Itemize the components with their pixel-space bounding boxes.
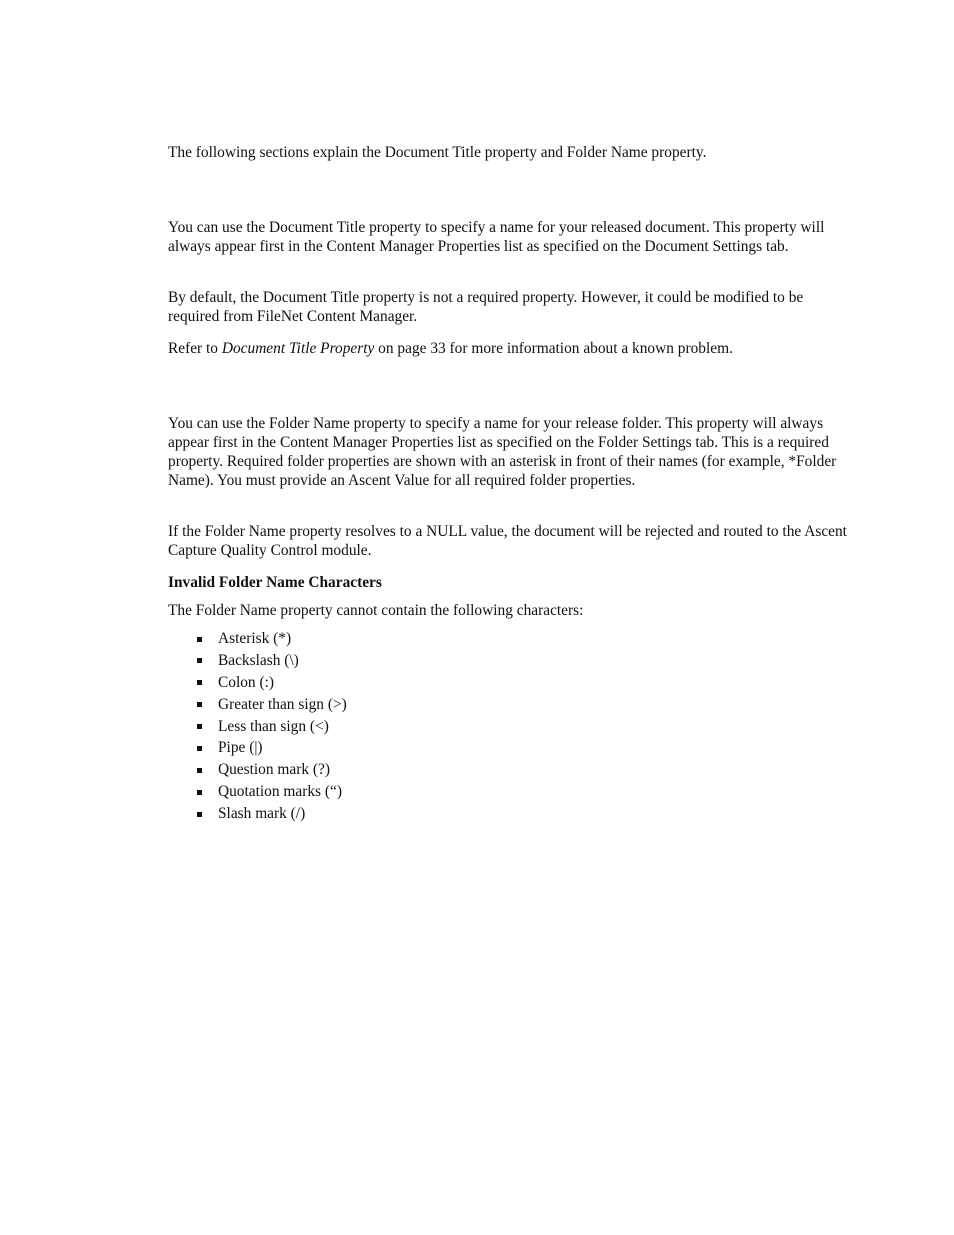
square-bullet-icon [197, 724, 202, 729]
invalid-characters-intro: The Folder Name property cannot contain the following characters: [168, 602, 584, 619]
list-item: Colon (:) [168, 672, 568, 694]
list-item: Slash mark (/) [168, 803, 568, 825]
reference-suffix: on page 33 for more information about a known problem. [374, 340, 733, 357]
list-item: Greater than sign (>) [168, 694, 568, 716]
square-bullet-icon [197, 637, 202, 642]
square-bullet-icon [197, 768, 202, 773]
square-bullet-icon [197, 746, 202, 751]
folder-name-paragraph-1: You can use the Folder Name property to specify a name for your release folder. This property will always appear first in the Content Manager Properties list as specified on the Folder Settings tab. This is a required property. Required folder properties are shown with an asterisk in front of their names (for example, *Folder Name). You must provide an Ascent Value for all required folder properties. [168, 415, 837, 489]
list-item: Pipe (|) [168, 737, 568, 759]
square-bullet-icon [197, 790, 202, 795]
list-item: Asterisk (*) [168, 628, 568, 650]
square-bullet-icon [197, 680, 202, 685]
list-item: Less than sign (<) [168, 716, 568, 738]
invalid-characters-list [168, 628, 568, 825]
intro-paragraph: The following sections explain the Document Title property and Folder Name property. [168, 144, 707, 161]
invalid-characters-subheading: Invalid Folder Name Characters [168, 574, 382, 591]
document-title-paragraph-2: By default, the Document Title property is not a required property. However, it could be modified to be required from FileNet Content Manager. [168, 289, 804, 325]
document-title-paragraph-1: You can use the Document Title property to specify a name for your released document. This property will always appear first in the Content Manager Properties list as specified on the Document Settings tab. [168, 219, 825, 255]
list-item: Question mark (?) [168, 759, 568, 781]
list-item: Backslash (\) [168, 650, 568, 672]
reference-prefix: Refer to [168, 340, 222, 357]
square-bullet-icon [197, 658, 202, 663]
list-item: Quotation marks (“) [168, 781, 568, 803]
cross-reference-link[interactable]: Document Title Property [221, 340, 375, 357]
folder-name-paragraph-2: If the Folder Name property resolves to a NULL value, the document will be rejected and routed to the Ascent Capture Quality Control module. [168, 523, 847, 559]
square-bullet-icon [197, 812, 202, 817]
square-bullet-icon [197, 702, 202, 707]
document-title-paragraph-3 [168, 339, 848, 358]
